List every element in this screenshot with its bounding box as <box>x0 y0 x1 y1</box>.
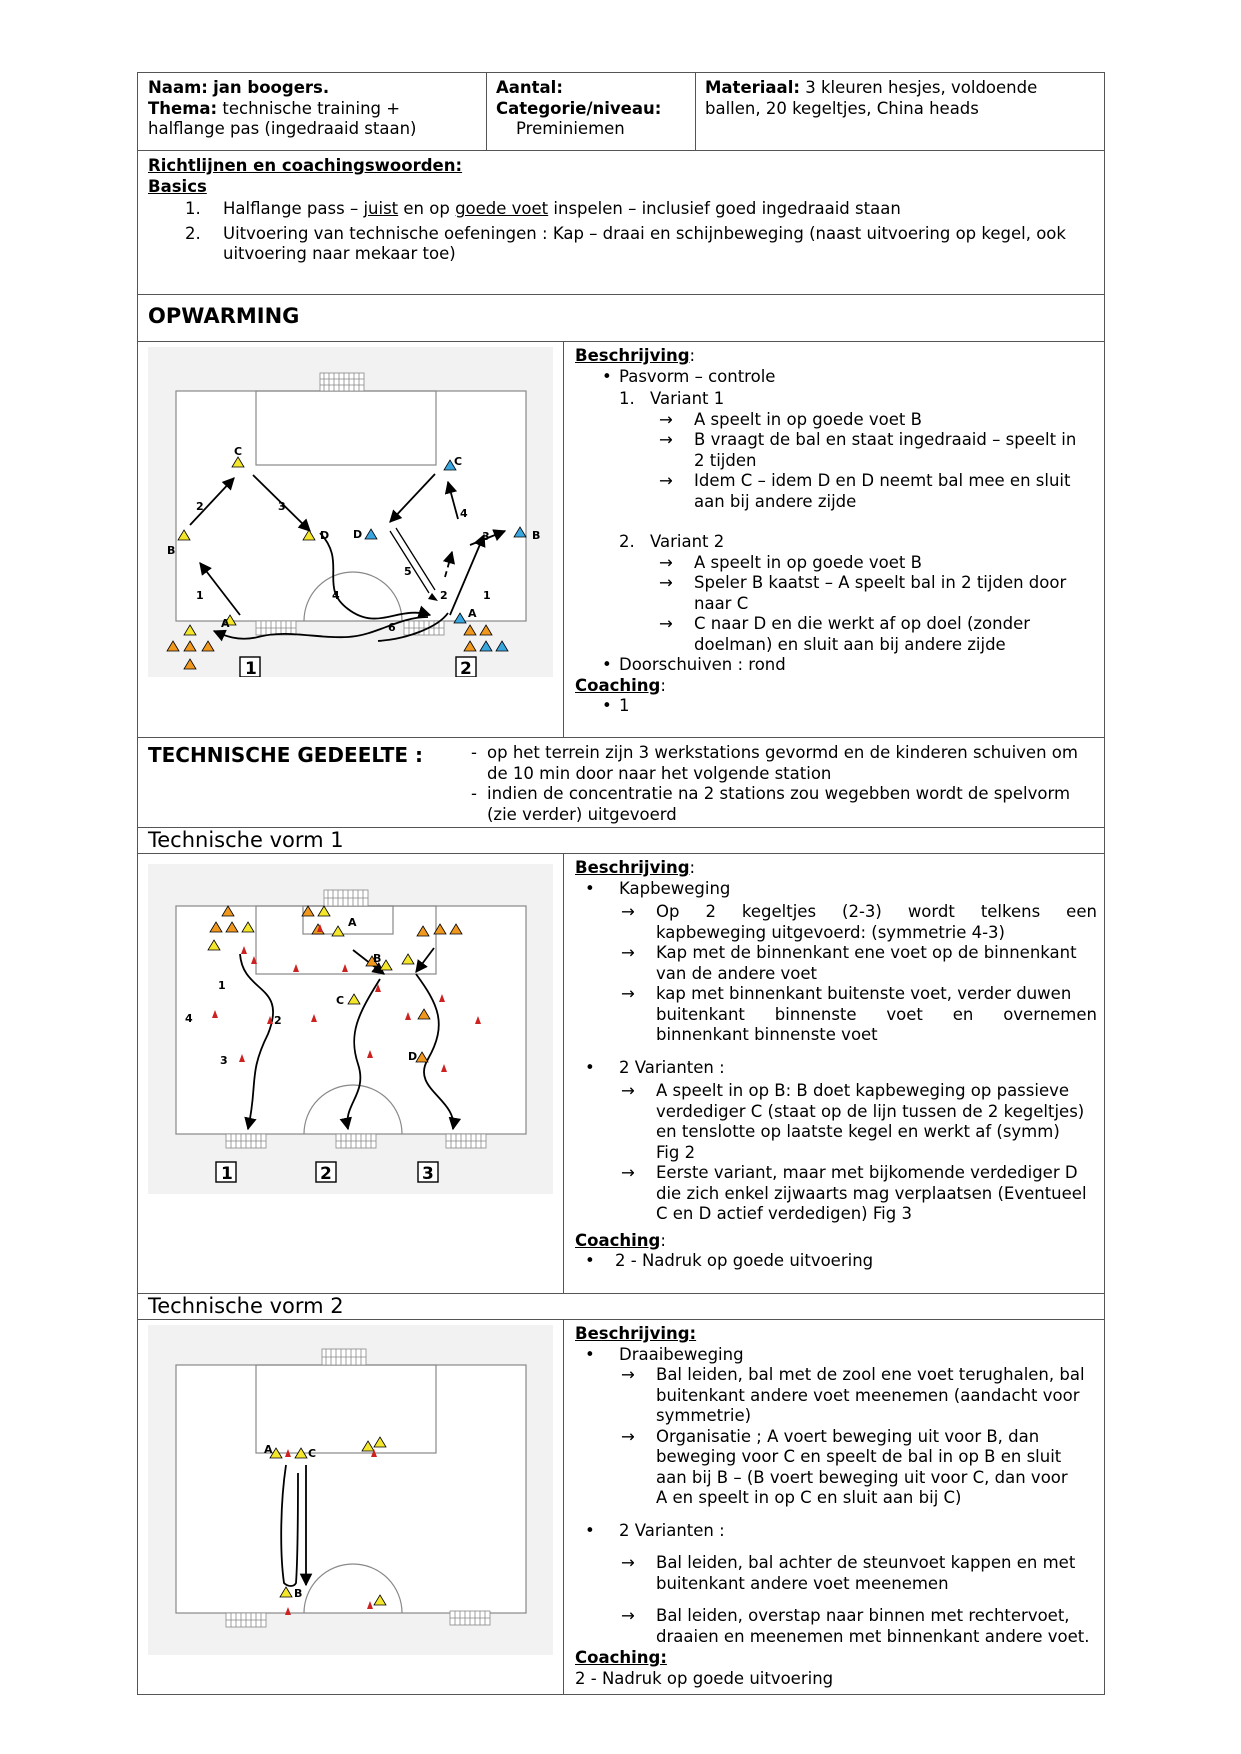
categorie-label: Categorie/niveau: <box>496 98 662 118</box>
materiaal-cell <box>705 78 1100 150</box>
svg-text:6: 6 <box>388 621 396 634</box>
thema-value-2: halflange pas (ingedraaid staan) <box>148 119 417 138</box>
vorm1-description: Beschrijving: • Kapbeweging → Op 2 kegeltjes (2-3) wordt telkens een kapbeweging uitgevoerd: (symmetrie 4-3) → Kap met de binnenkant ene voet op de binnenkant van de andere voet → kap met binnenkant buitenste voet, verder duwen buitenkant binnenste voet en overnemen binnenkant binnenste voet • 2 Varianten : → A speelt in op B: B doet kapbeweging op passieve verdediger C (staat op de lijn tussen de 2 kegeltjes) en tenslotte op laatste kegel en werkt af (symm) Fig 2 → Eerste variant, maar met bijkomende verdediger D die zich enkel zijwaarts mag verplaatsen (Eventueel C en D actief verdedigen) Fig 3 Coaching: • 2 - Nadruk op goede uitvoering <box>575 858 1097 1270</box>
aantal-label: Aantal: <box>496 78 563 97</box>
svg-text:2: 2 <box>274 1014 282 1027</box>
svg-text:1: 1 <box>483 589 491 602</box>
goal-net <box>320 373 364 391</box>
vorm2-title-row <box>138 1294 1104 1320</box>
technische-gedeelte-text: - op het terrein zijn 3 werkstations gevormd en de kinderen schuiven om de 10 min door naar het volgende station - indien de concentratie na 2 stations zou wegebben wordt de spelvorm (zie verder) uitgevoerd <box>471 743 1078 824</box>
small-goals <box>226 1134 486 1148</box>
thema-value: technische training + <box>222 98 401 118</box>
richtlijn-item-2: 2. Uitvoering van technische oefeningen : Kap – draai en schijnbeweging (naast uitvoering op kegel, ook uitvoering naar mekaar toe) <box>185 223 1066 263</box>
svg-text:C: C <box>454 455 463 468</box>
svg-text:D: D <box>320 529 330 542</box>
svg-text:4: 4 <box>460 507 468 520</box>
vorm1-diagram <box>148 864 553 1194</box>
materiaal-value: 3 kleuren hesjes, voldoende <box>805 78 1038 97</box>
richtlijnen-row <box>138 151 1104 295</box>
header-row <box>138 73 1104 151</box>
opwarming-diagram <box>148 347 553 677</box>
svg-text:3: 3 <box>278 500 286 513</box>
small-goal-left <box>256 621 296 635</box>
opwarming-title-row <box>138 295 1104 342</box>
vorm1-title-row <box>138 828 1104 854</box>
svg-text:4: 4 <box>185 1012 193 1025</box>
svg-text:B: B <box>294 1587 303 1600</box>
svg-text:2: 2 <box>320 1164 332 1184</box>
svg-text:1: 1 <box>221 1164 233 1184</box>
svg-text:D: D <box>353 528 363 541</box>
svg-text:B: B <box>373 952 382 965</box>
svg-text:C: C <box>234 445 243 458</box>
vorm2-title: Technische vorm 2 <box>148 1294 344 1318</box>
svg-text:1: 1 <box>218 979 226 992</box>
svg-text:A: A <box>221 617 230 630</box>
svg-text:5: 5 <box>404 565 412 578</box>
svg-text:1: 1 <box>245 659 257 677</box>
aantal-cell <box>496 78 692 150</box>
svg-text:4: 4 <box>332 589 340 602</box>
svg-text:3: 3 <box>482 530 490 543</box>
lesson-sheet <box>137 72 1105 1695</box>
naam-value: jan boogers. <box>213 78 330 97</box>
svg-text:2: 2 <box>460 659 472 677</box>
vorm2-diagram <box>148 1325 553 1655</box>
svg-text:2: 2 <box>196 500 204 513</box>
svg-text:D: D <box>408 1050 418 1063</box>
vorm1-title: Technische vorm 1 <box>148 828 344 852</box>
vorm2-row <box>138 1320 1104 1694</box>
svg-text:B: B <box>532 529 541 542</box>
svg-text:A: A <box>468 607 477 620</box>
richtlijnen-title: Richtlijnen en coachingswoorden: <box>148 156 463 175</box>
svg-text:2: 2 <box>440 589 448 602</box>
vorm2-description: Beschrijving: • Draaibeweging → Bal leiden, bal met de zool ene voet terughalen, bal buitenkant andere voet meenemen (aandacht voor symmetrie) → Organisatie ; A voert beweging uit voor B, dan beweging voor C en speelt de bal in op B en sluit aan bij B – (B voert beweging uit voor C, dan voor A en speelt in op C en sluit aan bij C) • 2 Varianten : → Bal leiden, bal achter de steunvoet kappen en met buitenkant andere voet meenemen → Bal leiden, overstap naar binnen met rechtervoet, draaien en meenemen met binnenkant andere voet. Coaching: 2 - Nadruk op goede uitvoering <box>575 1324 1090 1688</box>
svg-text:C: C <box>336 994 345 1007</box>
svg-text:A: A <box>348 916 357 929</box>
svg-text:3: 3 <box>220 1054 228 1067</box>
thema-label: Thema: <box>148 98 218 118</box>
richtlijn-item-1: 1. Halflange pass – juist en op goede voet inspelen – inclusief goed ingedraaid staan <box>185 199 901 218</box>
field-outline <box>176 906 526 1134</box>
vorm1-row <box>138 854 1104 1294</box>
opwarming-title: OPWARMING <box>148 304 300 328</box>
technische-gedeelte-title: TECHNISCHE GEDEELTE : <box>148 743 424 767</box>
materiaal-value-2: ballen, 20 kegeltjes, China heads <box>705 98 979 118</box>
svg-text:3: 3 <box>422 1164 434 1184</box>
opwarming-description: Beschrijving: • Pasvorm – controle 1. Variant 1 → A speelt in op goede voet B → B vraagt de bal en staat ingedraaid – speelt in 2 tijden → Idem C – idem D en D neemt bal mee en sluit aan bij andere zijde 2. Variant 2 → A speelt in op goede voet B → Speler B kaatst – A speelt bal in 2 tijden door naar C → C naar D en die werkt af op doel (zonder doelman) en sluit aan bij andere zijde • Doorschuiven : rond Coaching: • 1 <box>575 346 1077 715</box>
svg-text:A: A <box>264 1443 273 1456</box>
svg-text:1: 1 <box>196 589 204 602</box>
opwarming-row <box>138 342 1104 738</box>
technische-gedeelte-row <box>138 738 1104 828</box>
svg-text:B: B <box>167 544 176 557</box>
naam-thema-cell <box>148 78 483 150</box>
basics-label: Basics <box>148 176 207 196</box>
categorie-value: Preminiemen <box>516 119 625 138</box>
materiaal-label: Materiaal: <box>705 78 800 97</box>
field-outline <box>176 391 526 621</box>
naam-label: Naam: <box>148 78 208 97</box>
svg-text:C: C <box>308 1447 317 1460</box>
